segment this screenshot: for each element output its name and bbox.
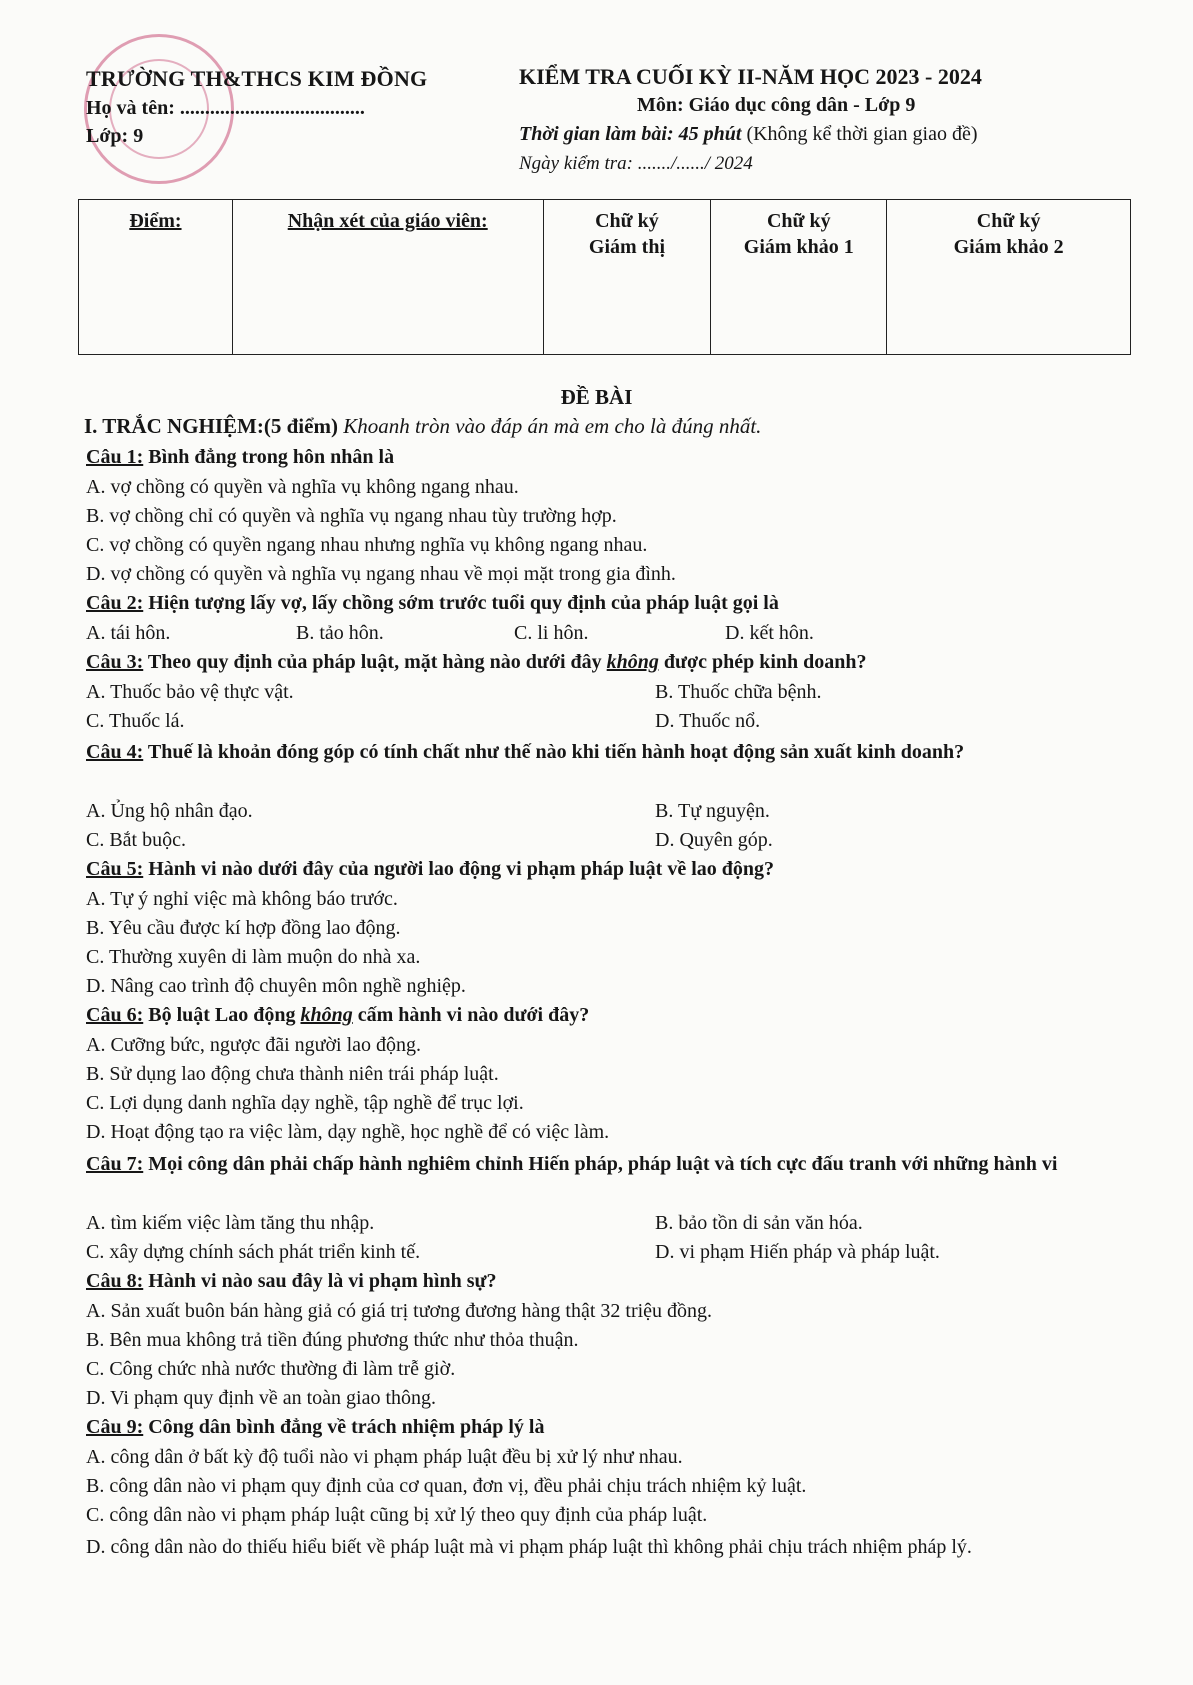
- duration-note: (Không kể thời gian giao đề): [741, 123, 978, 145]
- question-stem: Mọi công dân phải chấp hành nghiêm chỉnh Hiến pháp, pháp luật và tích cực đấu tranh với những hành vi: [143, 1153, 1058, 1175]
- option[interactable]: A. Ủng hộ nhân đạo.: [86, 800, 253, 822]
- section-label: I. TRẮC NGHIỆM:(5 điểm): [84, 414, 338, 438]
- section-title: [84, 414, 761, 439]
- exam-subject: Môn: Giáo dục công dân - Lớp 9: [637, 94, 916, 116]
- option[interactable]: C. li hôn.: [514, 622, 589, 644]
- question-7: [86, 1150, 1128, 1179]
- examiner2-sig-line1: Chữ ký: [976, 210, 1041, 232]
- question-9: [86, 1416, 544, 1439]
- question-label: Câu 6:: [86, 1004, 144, 1026]
- duration-label: Thời gian làm bài: 45 phút: [519, 123, 742, 145]
- section-instruction: Khoanh tròn vào đáp án mà em cho là đúng nhất.: [337, 414, 762, 438]
- question-5: [86, 858, 774, 881]
- question-stem: Bình đẳng trong hôn nhân là: [143, 446, 395, 468]
- option[interactable]: A. công dân ở bất kỳ độ tuổi nào vi phạm pháp luật đều bị xử lý như nhau.: [86, 1446, 683, 1468]
- school-name: TRƯỜNG TH&THCS KIM ĐỒNG: [86, 66, 428, 91]
- option[interactable]: D. Thuốc nổ.: [655, 710, 761, 732]
- option[interactable]: C. vợ chồng có quyền ngang nhau nhưng nghĩa vụ không ngang nhau.: [86, 534, 648, 556]
- option[interactable]: B. công dân nào vi phạm quy định của cơ quan, đơn vị, đều phải chịu trách nhiệm kỷ luật.: [86, 1475, 807, 1497]
- question-label: Câu 4:: [86, 741, 144, 763]
- score-label: Điểm:: [129, 210, 182, 232]
- option[interactable]: D. Quyên góp.: [655, 829, 773, 851]
- option[interactable]: A. Tự ý nghỉ việc mà không báo trước.: [86, 888, 398, 910]
- option[interactable]: B. vợ chồng chỉ có quyền và nghĩa vụ ngang nhau tùy trường hợp.: [86, 505, 617, 527]
- question-label: Câu 9:: [86, 1416, 144, 1438]
- examiner1-signature-cell: [711, 200, 887, 355]
- question-4: [86, 738, 1128, 767]
- option[interactable]: D. vi phạm Hiến pháp và pháp luật.: [655, 1241, 940, 1263]
- option[interactable]: C. công dân nào vi phạm pháp luật cũng bị xử lý theo quy định của pháp luật.: [86, 1504, 708, 1526]
- option[interactable]: D. Vi phạm quy định về an toàn giao thông.: [86, 1387, 437, 1409]
- option[interactable]: C. Bắt buộc.: [86, 829, 186, 851]
- proctor-sig-line2: Giám thị: [588, 236, 666, 258]
- option[interactable]: C. xây dựng chính sách phát triển kinh tế.: [86, 1241, 421, 1263]
- question-stem: Công dân bình đẳng về trách nhiệm pháp lý là: [143, 1416, 545, 1438]
- option[interactable]: C. Công chức nhà nước thường đi làm trễ giờ.: [86, 1358, 456, 1380]
- option[interactable]: B. Thuốc chữa bệnh.: [655, 681, 822, 703]
- question-label: Câu 2:: [86, 592, 144, 614]
- option[interactable]: C. Lợi dụng danh nghĩa dạy nghề, tập nghề để trục lợi.: [86, 1092, 524, 1114]
- option[interactable]: B. bảo tồn di sản văn hóa.: [655, 1212, 863, 1234]
- option[interactable]: C. Thường xuyên di làm muộn do nhà xa.: [86, 946, 421, 968]
- score-cell: [79, 200, 233, 355]
- option[interactable]: B. Yêu cầu được kí hợp đồng lao động.: [86, 917, 401, 939]
- exam-title: KIỂM TRA CUỐI KỲ II-NĂM HỌC 2023 - 2024: [519, 64, 982, 89]
- question-stem: Hành vi nào sau đây là vi phạm hình sự?: [143, 1270, 497, 1292]
- comment-cell: [232, 200, 543, 355]
- option[interactable]: D. Hoạt động tạo ra việc làm, dạy nghề, học nghề để có việc làm.: [86, 1121, 610, 1143]
- proctor-signature-cell: [543, 200, 711, 355]
- option[interactable]: A. vợ chồng có quyền và nghĩa vụ không ngang nhau.: [86, 476, 519, 498]
- question-stem-emphasis: không: [300, 1004, 353, 1026]
- question-stem: Hành vi nào dưới đây của người lao động vi phạm pháp luật về lao động?: [143, 858, 775, 880]
- option[interactable]: D. kết hôn.: [725, 622, 814, 644]
- question-stem-emphasis: không: [606, 651, 659, 673]
- exam-heading: ĐỀ BÀI: [560, 385, 633, 409]
- option[interactable]: B. Sử dụng lao động chưa thành niên trái pháp luật.: [86, 1063, 499, 1085]
- option[interactable]: A. Thuốc bảo vệ thực vật.: [86, 681, 294, 703]
- student-name-field: Họ và tên: .....................................: [86, 97, 365, 119]
- option[interactable]: A. Cưỡng bức, ngược đãi người lao động.: [86, 1034, 422, 1056]
- question-1: [86, 446, 394, 469]
- option[interactable]: A. Sản xuất buôn bán hàng giả có giá trị tương đương hàng thật 32 triệu đồng.: [86, 1300, 713, 1322]
- option[interactable]: D. vợ chồng có quyền và nghĩa vụ ngang nhau về mọi mặt trong gia đình.: [86, 563, 676, 585]
- question-stem: Theo quy định của pháp luật, mặt hàng nào dưới đây: [143, 651, 607, 673]
- student-class-field: Lớp: 9: [86, 125, 144, 147]
- comment-label: Nhận xét của giáo viên:: [287, 210, 488, 232]
- option[interactable]: D. Nâng cao trình độ chuyên môn nghề nghiệp.: [86, 975, 466, 997]
- exam-date: Ngày kiểm tra: ......./....../ 2024: [519, 153, 753, 174]
- question-6: [86, 1004, 589, 1027]
- examiner1-sig-line1: Chữ ký: [766, 210, 831, 232]
- option[interactable]: D. công dân nào do thiếu hiểu biết về pháp luật mà vi phạm pháp luật thì không phải chịu trách nhiệm pháp lý.: [86, 1536, 972, 1558]
- question-label: Câu 1:: [86, 446, 144, 468]
- question-stem: Thuế là khoản đóng góp có tính chất như thế nào khi tiến hành hoạt động sản xuất kinh doanh?: [143, 741, 965, 763]
- proctor-sig-line1: Chữ ký: [595, 210, 659, 232]
- question-8: [86, 1270, 496, 1293]
- question-label: Câu 5:: [86, 858, 144, 880]
- question-stem: Hiện tượng lấy vợ, lấy chồng sớm trước tuổi quy định của pháp luật gọi là: [143, 592, 779, 614]
- question-stem: cấm hành vi nào dưới đây?: [352, 1004, 590, 1026]
- question-3: [86, 651, 867, 674]
- option[interactable]: A. tìm kiếm việc làm tăng thu nhập.: [86, 1212, 375, 1234]
- option[interactable]: A. tái hôn.: [86, 622, 171, 644]
- grading-table: [78, 199, 1131, 355]
- exam-duration: [519, 123, 978, 146]
- question-2: [86, 592, 779, 615]
- option[interactable]: B. tảo hôn.: [296, 622, 384, 644]
- option[interactable]: B. Bên mua không trả tiền đúng phương thức như thỏa thuận.: [86, 1329, 579, 1351]
- question-stem: được phép kinh doanh?: [658, 651, 867, 673]
- question-stem: Bộ luật Lao động: [143, 1004, 301, 1026]
- option[interactable]: B. Tự nguyện.: [655, 800, 770, 822]
- examiner1-sig-line2: Giám khảo 1: [743, 236, 854, 258]
- question-label: Câu 3:: [86, 651, 144, 673]
- option[interactable]: C. Thuốc lá.: [86, 710, 185, 732]
- examiner2-sig-line2: Giám khảo 2: [953, 236, 1064, 258]
- question-label: Câu 7:: [86, 1153, 144, 1175]
- question-label: Câu 8:: [86, 1270, 144, 1292]
- examiner2-signature-cell: [887, 200, 1131, 355]
